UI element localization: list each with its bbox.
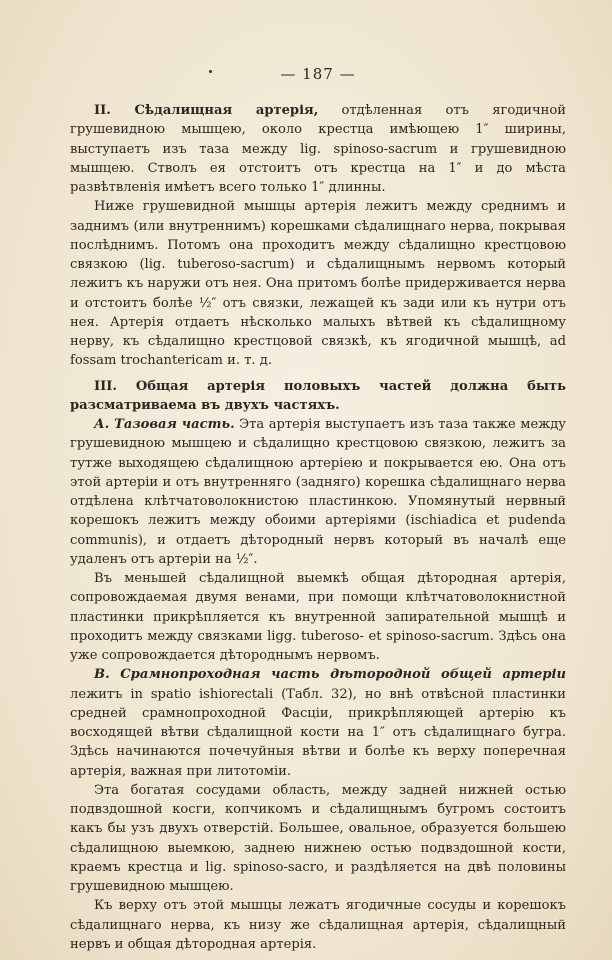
paragraph-above-muscle xyxy=(70,896,566,954)
paragraph-pudenda-heading xyxy=(70,377,566,416)
paragraph-text: лежитъ in spatio ishiorectali (Табл. 32), но внѣ отвѣсной пластинки средней срамнопроходной Фасціи, прикрѣпляющей артерію къ восходящей вѣтви сѣдалищной кости на 1″ отъ сѣдалищнаго бугра. Здѣсь начинаются почечуйныя вѣтви и болѣе къ верху поперечная артерія, важная при литотоміи. xyxy=(70,686,566,779)
paragraph-text: Эта богатая сосудами область, между задней нижней остью подвздошной косги, копчикомъ и сѣдалищнымъ бугромъ состоитъ какъ бы узъ двухъ отверстій. Большее, овальное, образуется большею сѣдалищною выемкою, заднею нижнею остью подвздошной кости, краемъ крестца и lig. spinoso-sacro, и раздѣляется на двѣ половины грушевидною мышцею. xyxy=(70,782,566,894)
paragraph-text: Эта артерія выступаетъ изъ таза также между грушевидною мышцею и сѣдалищно крестцовою связкою, лежитъ за тутже выходящею сѣдалищною артеріею и покрывается ею. Она отъ этой артеріи и отъ внутренняго (задняго) корешка сѣдалищнаго нерва отдѣлена клѣтчатоволокнистою пластинкою. Упомянутый нервный корешокъ лежитъ между обоими артеріями (ischiadica et pudenda communis), и отдаетъ дѣтородный нервъ который въ началѣ еще удаленъ отъ артеріи на ½″. xyxy=(70,417,566,567)
section-heading-iii: III. Общая артерія половыхъ частей должна быть разсматриваема въ двухъ частяхъ. xyxy=(70,378,566,413)
print-speck xyxy=(209,70,212,73)
paragraph-sciatic-course xyxy=(70,197,566,370)
paragraph-lesser-notch xyxy=(70,569,566,665)
paragraph-perineal-part xyxy=(70,665,566,781)
page-number: — 187 — xyxy=(280,65,356,83)
paragraph-text: Въ меньшей сѣдалищной выемкѣ общая дѣтородная артерія, сопровождаемая двумя венами, при помощи клѣтчатоволокнистной пластинки прикрѣпляется къ внутренной запирательной мышцѣ и проходитъ между связками ligg. tuberoso- et spinoso-sacrum. Здѣсь она уже сопровождается дѣтороднымъ нервомъ. xyxy=(70,571,566,663)
subsection-heading-b: В. Срамнопроходная часть дѣтородной общей артеріи xyxy=(94,667,566,683)
section-heading-ii: II. Сѣдалищная артерія, xyxy=(94,103,319,118)
paragraph-pelvic-part xyxy=(70,415,566,569)
paragraph-sciatic-artery xyxy=(70,101,566,197)
paragraph-text: Ниже грушевидной мышцы артерія лежитъ между среднимъ и заднимъ (или внутреннимъ) корешками сѣдалищнаго нерва, покрывая послѣднимъ. Потомъ она проходитъ между сѣдалищно крестцовою связкою (lig. tuberoso-sacrum) и сѣдалищнымъ нервомъ который лежитъ къ наружи отъ нея. Она притомъ болѣе придерживается нерва и отстоитъ болѣе ½″ отъ связки, лежащей къ зади или къ нутри отъ нея. Артерія отдаетъ нѣсколько малыхъ вѣтвей къ сѣдалищному нерву, къ сѣдалищно крестцовой связкѣ, къ ягодичной мышцѣ, ad fossam trochantericam и. т. д. xyxy=(70,199,566,369)
paragraph-vascular-region xyxy=(70,781,566,897)
subsection-heading-a: А. Тазовая часть. xyxy=(94,417,235,432)
paragraph-text: отдѣленная отъ ягодичной грушевидною мышцею, около крестца имѣющею 1″ ширины, выступаетъ изъ таза между lig. spinoso-sacrum и грушевидною мышцею. Стволъ ея отстоитъ отъ крестца на 1″ и до мѣста развѣтвленія имѣетъ всего только 1″ длинны. xyxy=(70,103,567,195)
book-page xyxy=(70,62,566,954)
paragraph-text: Къ верху отъ этой мышцы лежатъ ягодичные сосуды и корешокъ сѣдалищнаго нерва, къ низу же сѣдалищная артерія, сѣдалищный нервъ и общая дѣтородная артерія. xyxy=(70,898,566,952)
